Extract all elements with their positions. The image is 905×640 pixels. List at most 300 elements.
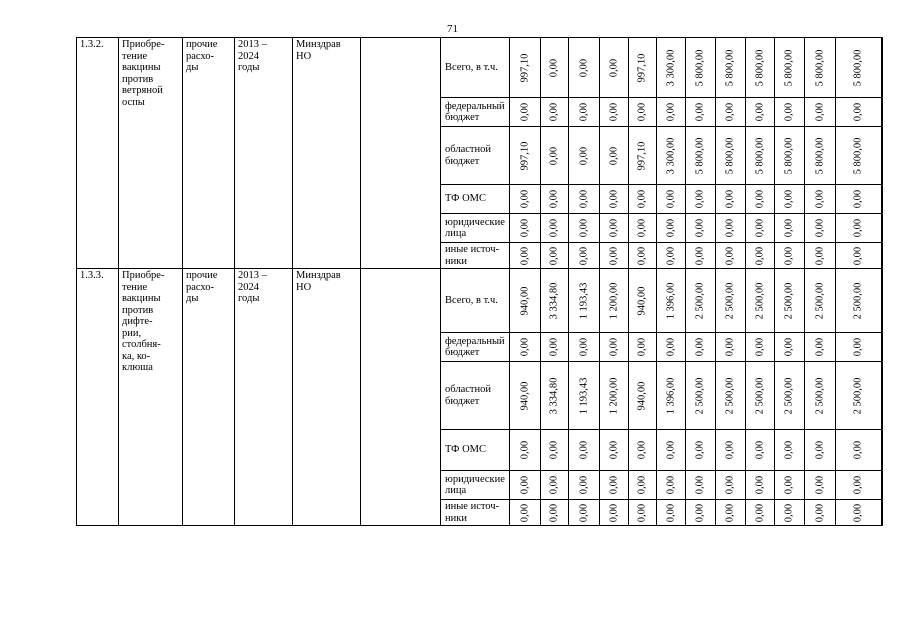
value-cell: [804, 214, 835, 243]
value-cell: [599, 333, 628, 362]
value-cell: [568, 471, 599, 500]
value-cell: [628, 500, 656, 526]
value-text: 0,00: [754, 440, 766, 460]
value-text: 0,00: [852, 102, 864, 122]
value-cell: [540, 38, 568, 98]
value-cell: [568, 127, 599, 185]
executor: Минздрав НО: [293, 269, 361, 526]
value-text: 5 800,00: [754, 137, 766, 174]
value-text: 0,00: [636, 246, 648, 265]
value-cell: [685, 500, 715, 526]
value-text: 0,00: [665, 337, 677, 357]
value-cell: [745, 430, 774, 471]
value-cell: [685, 333, 715, 362]
value-cell: [745, 38, 774, 98]
value-cell: [804, 333, 835, 362]
value-cell: [804, 362, 835, 430]
value-text: 0,00: [608, 189, 620, 209]
value-text: 0,00: [783, 440, 795, 460]
value-cell: [774, 333, 804, 362]
value-text: 0,00: [548, 246, 560, 265]
value-cell: [568, 98, 599, 127]
expense-type: прочие расхо- ды: [183, 38, 235, 269]
value-cell: [881, 185, 882, 214]
value-cell: [540, 500, 568, 526]
value-cell: [656, 185, 685, 214]
value-text: 0,00: [694, 337, 706, 357]
value-text: 2 500,00: [814, 282, 826, 319]
value-cell: [540, 127, 568, 185]
value-cell: [599, 127, 628, 185]
value-cell: [774, 185, 804, 214]
value-text: 0,00: [665, 218, 677, 238]
value-text: 5 800,00: [724, 137, 736, 174]
value-text: 0,00: [724, 503, 736, 522]
value-text: 0,00: [665, 503, 677, 522]
funding-source: Всего, в т.ч.: [441, 38, 510, 98]
value-cell: [881, 500, 882, 526]
value-cell: [685, 362, 715, 430]
value-cell: [540, 430, 568, 471]
value-cell: [715, 243, 745, 269]
value-text: 2 500,00: [754, 282, 766, 319]
value-cell: [804, 500, 835, 526]
value-cell: [628, 269, 656, 333]
value-cell: [835, 243, 881, 269]
value-cell: [835, 127, 881, 185]
funding-source: областной бюджет: [441, 362, 510, 430]
value-text: 0,00: [636, 189, 648, 209]
value-cell: [804, 38, 835, 98]
value-text: 0,00: [724, 102, 736, 122]
value-cell: [509, 214, 540, 243]
value-cell: [715, 333, 745, 362]
value-text: 0,00: [578, 146, 590, 165]
value-cell: [745, 243, 774, 269]
value-text: 0,00: [814, 503, 826, 522]
value-cell: [835, 430, 881, 471]
value-text: 0,00: [754, 246, 766, 265]
value-text: [881, 338, 882, 356]
value-cell: [628, 185, 656, 214]
value-cell: [774, 98, 804, 127]
value-text: 0,00: [608, 102, 620, 122]
value-text: 5 800,00: [694, 137, 706, 174]
value-text: 940,00: [519, 381, 531, 410]
value-cell: [568, 430, 599, 471]
value-cell: [656, 500, 685, 526]
value-text: 0,00: [665, 440, 677, 460]
value-text: [881, 103, 882, 121]
value-cell: [774, 430, 804, 471]
value-text: 0,00: [694, 246, 706, 265]
value-text: 0,00: [578, 337, 590, 357]
funding-source: Всего, в т.ч.: [441, 269, 510, 333]
value-text: 0,00: [519, 246, 531, 265]
value-text: 0,00: [578, 503, 590, 522]
value-cell: [599, 269, 628, 333]
value-text: 5 800,00: [814, 49, 826, 86]
value-text: 0,00: [814, 337, 826, 357]
spacer-cell: [361, 38, 441, 269]
value-text: 0,00: [783, 189, 795, 209]
value-text: 0,00: [852, 440, 864, 460]
value-text: [881, 503, 882, 521]
value-text: 997,10: [519, 141, 531, 170]
value-cell: [628, 98, 656, 127]
value-text: 0,00: [608, 503, 620, 522]
value-text: 0,00: [608, 218, 620, 238]
value-cell: [540, 333, 568, 362]
value-cell: [745, 127, 774, 185]
value-cell: [881, 127, 882, 185]
value-text: 0,00: [694, 440, 706, 460]
value-cell: [628, 38, 656, 98]
value-text: 0,00: [548, 189, 560, 209]
period: 2013 – 2024 годы: [235, 269, 293, 526]
value-cell: [835, 185, 881, 214]
funding-source: областной бюджет: [441, 127, 510, 185]
value-text: 1 193,43: [578, 282, 590, 319]
value-text: 5 800,00: [694, 49, 706, 86]
value-text: 5 800,00: [783, 49, 795, 86]
value-text: 0,00: [814, 475, 826, 495]
value-cell: [540, 269, 568, 333]
value-text: 0,00: [665, 102, 677, 122]
value-cell: [628, 127, 656, 185]
value-cell: [628, 362, 656, 430]
value-cell: [774, 362, 804, 430]
funding-source: ТФ ОМС: [441, 185, 510, 214]
value-cell: [568, 500, 599, 526]
value-text: 0,00: [754, 503, 766, 522]
value-text: 5 800,00: [852, 137, 864, 174]
value-text: 0,00: [852, 503, 864, 522]
value-text: 940,00: [636, 381, 648, 410]
value-text: 0,00: [754, 337, 766, 357]
value-text: 0,00: [783, 337, 795, 357]
value-text: 0,00: [578, 102, 590, 122]
value-cell: [656, 269, 685, 333]
value-text: 997,10: [636, 53, 648, 82]
page-number: 71: [447, 23, 458, 35]
spacer-cell: [361, 269, 441, 526]
value-text: 0,00: [783, 218, 795, 238]
value-cell: [774, 269, 804, 333]
value-cell: [656, 127, 685, 185]
value-text: 0,00: [548, 503, 560, 522]
value-text: 0,00: [724, 246, 736, 265]
value-text: 0,00: [519, 475, 531, 495]
table-row: [77, 38, 883, 98]
value-text: [881, 476, 882, 494]
value-cell: [804, 430, 835, 471]
value-text: 0,00: [548, 146, 560, 165]
value-text: 0,00: [519, 102, 531, 122]
funding-source: юридические лица: [441, 471, 510, 500]
value-text: 5 800,00: [783, 137, 795, 174]
value-text: [881, 441, 882, 459]
value-text: 0,00: [608, 337, 620, 357]
value-cell: [774, 500, 804, 526]
funding-source: федеральный бюджет: [441, 333, 510, 362]
value-text: 0,00: [694, 218, 706, 238]
value-cell: [685, 214, 715, 243]
value-text: 0,00: [814, 218, 826, 238]
value-cell: [599, 243, 628, 269]
value-text: 2 500,00: [783, 377, 795, 414]
value-text: 0,00: [754, 475, 766, 495]
value-text: 940,00: [519, 286, 531, 315]
funding-source: ТФ ОМС: [441, 430, 510, 471]
value-text: 0,00: [578, 246, 590, 265]
value-cell: [599, 471, 628, 500]
value-cell: [774, 471, 804, 500]
value-text: [881, 280, 882, 322]
value-text: 0,00: [548, 475, 560, 495]
value-cell: [656, 333, 685, 362]
value-cell: [804, 243, 835, 269]
value-cell: [568, 185, 599, 214]
value-text: 0,00: [724, 337, 736, 357]
value-cell: [599, 500, 628, 526]
value-cell: [685, 471, 715, 500]
value-cell: [685, 430, 715, 471]
value-text: 0,00: [578, 58, 590, 77]
value-text: 0,00: [852, 475, 864, 495]
value-cell: [715, 471, 745, 500]
value-cell: [881, 333, 882, 362]
value-cell: [835, 333, 881, 362]
value-text: 0,00: [578, 440, 590, 460]
value-cell: [509, 38, 540, 98]
value-text: 0,00: [724, 475, 736, 495]
value-text: 1 396,00: [665, 377, 677, 414]
value-cell: [540, 214, 568, 243]
value-cell: [599, 98, 628, 127]
value-text: 0,00: [814, 440, 826, 460]
value-text: 0,00: [548, 102, 560, 122]
value-text: 0,00: [852, 218, 864, 238]
value-cell: [656, 214, 685, 243]
value-cell: [685, 185, 715, 214]
value-cell: [715, 500, 745, 526]
value-text: 940,00: [636, 286, 648, 315]
value-cell: [745, 269, 774, 333]
value-cell: [804, 98, 835, 127]
value-cell: [656, 243, 685, 269]
item-name: Приобре- тение вакцины против дифте- рии, столбня- ка, ко- клюша: [119, 269, 183, 526]
value-text: 0,00: [665, 475, 677, 495]
value-cell: [745, 185, 774, 214]
value-text: 0,00: [694, 102, 706, 122]
value-cell: [540, 471, 568, 500]
value-cell: [685, 243, 715, 269]
period: 2013 – 2024 годы: [235, 38, 293, 269]
value-cell: [715, 127, 745, 185]
value-text: 2 500,00: [694, 282, 706, 319]
value-text: 0,00: [578, 475, 590, 495]
value-text: 0,00: [783, 503, 795, 522]
value-text: 0,00: [814, 246, 826, 265]
value-cell: [774, 243, 804, 269]
value-text: 5 800,00: [814, 137, 826, 174]
value-text: 0,00: [783, 475, 795, 495]
item-code: 1.3.2.: [77, 38, 119, 269]
value-cell: [715, 214, 745, 243]
value-cell: [568, 362, 599, 430]
value-text: 3 300,00: [665, 137, 677, 174]
value-cell: [656, 471, 685, 500]
value-text: 1 200,00: [608, 282, 620, 319]
item-name: Приобре- тение вакцины против ветряной оспы: [119, 38, 183, 269]
value-cell: [881, 471, 882, 500]
value-cell: [540, 98, 568, 127]
value-cell: [774, 214, 804, 243]
value-text: 0,00: [608, 146, 620, 165]
executor: Минздрав НО: [293, 38, 361, 269]
value-cell: [715, 98, 745, 127]
value-text: [881, 135, 882, 177]
value-text: 0,00: [783, 102, 795, 122]
value-text: 997,10: [636, 141, 648, 170]
value-cell: [656, 98, 685, 127]
value-text: 0,00: [852, 337, 864, 357]
value-text: 5 800,00: [754, 49, 766, 86]
value-text: 2 500,00: [754, 377, 766, 414]
value-text: 3 334,80: [548, 377, 560, 414]
value-text: 0,00: [724, 440, 736, 460]
value-text: 0,00: [519, 189, 531, 209]
value-text: 0,00: [636, 475, 648, 495]
value-cell: [835, 214, 881, 243]
value-text: 0,00: [636, 102, 648, 122]
budget-table: [76, 37, 883, 526]
value-cell: [745, 214, 774, 243]
value-text: [881, 190, 882, 208]
funding-source: юридические лица: [441, 214, 510, 243]
value-text: 0,00: [694, 475, 706, 495]
value-cell: [881, 38, 882, 98]
value-text: 997,10: [519, 53, 531, 82]
value-text: 0,00: [665, 189, 677, 209]
value-cell: [685, 98, 715, 127]
value-text: [881, 246, 882, 264]
value-text: 3 334,80: [548, 282, 560, 319]
value-cell: [540, 243, 568, 269]
value-cell: [568, 214, 599, 243]
value-cell: [599, 214, 628, 243]
funding-source: иные источ- ники: [441, 500, 510, 526]
value-text: 0,00: [783, 246, 795, 265]
value-text: 0,00: [636, 337, 648, 357]
value-text: 2 500,00: [814, 377, 826, 414]
value-cell: [540, 362, 568, 430]
value-cell: [509, 362, 540, 430]
value-text: 5 800,00: [724, 49, 736, 86]
value-cell: [599, 362, 628, 430]
value-cell: [715, 269, 745, 333]
value-text: 2 500,00: [724, 282, 736, 319]
value-text: 0,00: [519, 440, 531, 460]
value-cell: [509, 333, 540, 362]
value-text: 0,00: [608, 58, 620, 77]
value-text: [881, 219, 882, 237]
funding-source: иные источ- ники: [441, 243, 510, 269]
item-code: 1.3.3.: [77, 269, 119, 526]
value-text: 0,00: [814, 189, 826, 209]
value-cell: [599, 38, 628, 98]
value-cell: [881, 98, 882, 127]
value-cell: [715, 185, 745, 214]
value-text: 2 500,00: [783, 282, 795, 319]
value-text: 0,00: [754, 102, 766, 122]
value-cell: [774, 38, 804, 98]
value-cell: [509, 269, 540, 333]
value-text: 5 800,00: [852, 49, 864, 86]
value-cell: [509, 430, 540, 471]
value-text: 0,00: [636, 218, 648, 238]
value-text: 0,00: [724, 218, 736, 238]
value-cell: [568, 243, 599, 269]
value-cell: [509, 185, 540, 214]
value-cell: [835, 362, 881, 430]
value-cell: [685, 38, 715, 98]
value-cell: [715, 430, 745, 471]
value-text: 0,00: [814, 102, 826, 122]
expense-type: прочие расхо- ды: [183, 269, 235, 526]
value-text: 0,00: [754, 189, 766, 209]
value-cell: [509, 500, 540, 526]
value-cell: [881, 362, 882, 430]
value-cell: [656, 362, 685, 430]
value-text: [881, 375, 882, 417]
value-cell: [881, 214, 882, 243]
value-cell: [745, 98, 774, 127]
value-cell: [628, 214, 656, 243]
value-text: 0,00: [852, 246, 864, 265]
value-text: 0,00: [578, 218, 590, 238]
value-text: 2 500,00: [852, 377, 864, 414]
value-cell: [715, 362, 745, 430]
value-cell: [540, 185, 568, 214]
value-cell: [628, 333, 656, 362]
value-cell: [628, 471, 656, 500]
value-text: 0,00: [548, 337, 560, 357]
value-text: 1 396,00: [665, 282, 677, 319]
value-text: 0,00: [754, 218, 766, 238]
value-cell: [745, 471, 774, 500]
value-cell: [685, 269, 715, 333]
value-text: 0,00: [519, 337, 531, 357]
value-text: 2 500,00: [852, 282, 864, 319]
value-cell: [685, 127, 715, 185]
value-cell: [881, 430, 882, 471]
value-text: 0,00: [519, 503, 531, 522]
value-cell: [628, 430, 656, 471]
value-cell: [804, 471, 835, 500]
value-text: 0,00: [724, 189, 736, 209]
value-text: 0,00: [548, 58, 560, 77]
value-text: 0,00: [548, 218, 560, 238]
value-text: 0,00: [548, 440, 560, 460]
value-text: 0,00: [519, 218, 531, 238]
value-cell: [509, 127, 540, 185]
value-cell: [656, 430, 685, 471]
value-text: 2 500,00: [724, 377, 736, 414]
value-text: [881, 47, 882, 89]
value-cell: [568, 269, 599, 333]
